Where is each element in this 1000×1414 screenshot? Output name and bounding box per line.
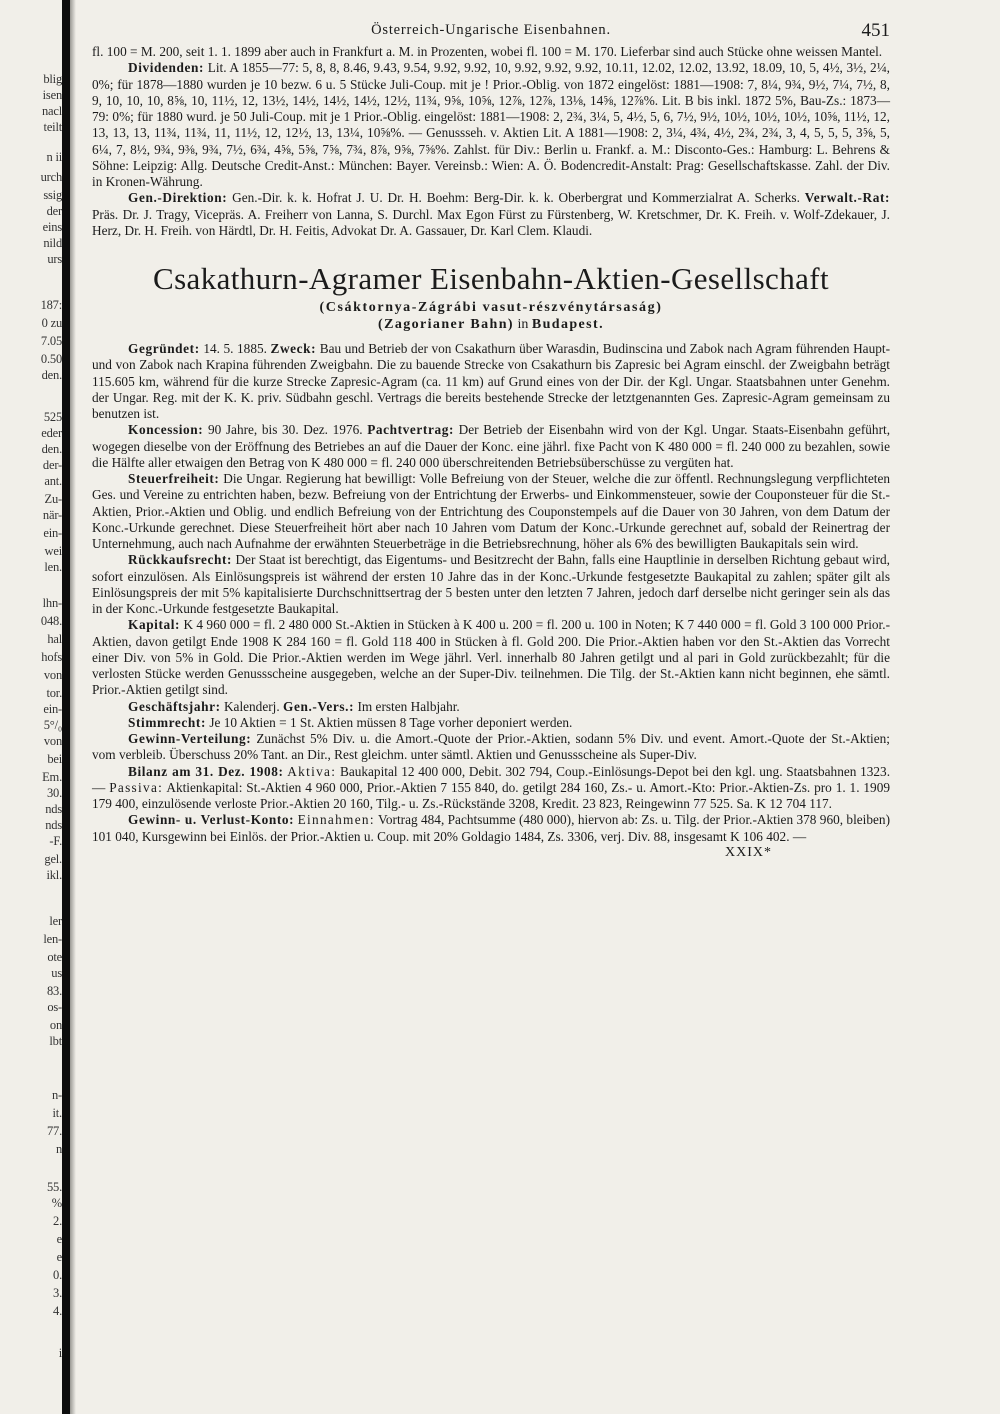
entry-alt-name: (Zagorianer Bahn) [378, 317, 514, 332]
prev-column-fragment: e [56, 1232, 62, 1246]
prev-column-fragment: Em. [42, 770, 62, 784]
prev-column-fragment: i [58, 1346, 62, 1360]
zweck-text: Bau und Betrieb der von Csakathurn über Warasdin, Budinscina und Zabok nach Agram führenden Haupt- und von Zabok nach Krapina führenden Zweigbahn. Die zu bauende Strecke von Csakathurn bis Zapresic bei Agram einschl. der Zweigbahn beträgt 115.605 km, während für die kurze Strecke Zapresic-Agram (ca. 11 km) auf Grund eines von der Dir. der Kgl. Ungar. Staatsbahnen unter Genehm. der Ungar. Reg. mit der K. K. priv. Südbahn geschl. Vertrags die bereits bestehende Strecke der letztgenannten Ges. Zapresic-Agram gemeinsam zu benutzen ist. [92, 341, 890, 421]
prev-column-fragment: urs [47, 252, 62, 266]
prev-column-fragment: ein- [43, 526, 62, 540]
bilanz-text-1: Baukapital 12 400 000, Debit. 302 794, Coup.-Einlösungs-Depot bei den kgl. ung. Staatsbahnen 1323. — [92, 763, 891, 795]
prev-column-fragment: n ii [46, 150, 62, 164]
prev-column-fragment: % [51, 1196, 62, 1210]
gegruendet-label: Gegründet: [128, 341, 200, 356]
book-gutter [62, 0, 70, 1414]
prev-column-fragment: nds [45, 818, 62, 832]
dividenden-text: Lit. A 1855—77: 5, 8, 8, 8.46, 9.43, 9.54, 9.92, 9.92, 10, 9.92, 9.92, 9.92, 10.11, 12.02, 12.02, 13.92, 18.09, 10, 5, 4½, 3½, 2¼, 0%; für 1878—1880 wurden je 10 bezw. 6 u. 5 Stücke Juli-Coup. mit je ! Prior.-Oblig. von 1872 eingelöst: 1881—1908: 7, 8¼, 9¾, 9½, 7¼, 7½, 8, 9, 10, 10, 10, 8⅝, 10, 11½, 12, 13½, 14½, 14½, 14½, 12½, 11¾, 9⅝, 10⅝, 12⅞, 12⅞, 13⅛, 14⅝, 12⅞%. Lit. B bis inkl. 1872 5%, Bau-Zs.: 1873—79: 0%; für 1880 wurd. je 50 Juli-Coup. mit je 1 Prior.-Oblig. eingelöst: 1881—1908: 2, 2¾, 3¼, 5, 4½, 5, 6, 7½, 9½, 10½, 10½, 10½, 10⅝, 11½, 12, 13, 13, 13, 11¾, 11¾, 11, 11½, 12, 12½, 13, 13¼, 10⅝%. — Genussseh. v. Aktien Lit. A 1881—1908: 2, 3¼, 4¾, 4½, 2¾, 2¾, 3, 4, 5, 5, 5, 3⅝, 5, 6¼, 7, 8½, 9¾, 9⅜, 9¾, 7½, 6¾, 4⅝, 5⅝, 7⅝, 7¾, 8⅞, 9⅝, 7⅝%. Zahlst. für Div.: Berlin u. Frankf. a. M.: Disconto-Ges.: Hamburg: L. Behrens & Söhne: Leipzig: Allg. Deutsche Credit-Anst.: München: Bayer. Vereinsb.: Wien: A. Ö. Bodencredit-Anstalt: Prag: Gesellschaftskasse. Zahl. der Div. in Kronen-Währung. [92, 60, 891, 189]
page-number: 451 [861, 20, 890, 41]
entry-city: Budapest. [531, 317, 604, 332]
aktiva-word: Aktiva: [287, 763, 337, 779]
prev-column-fragment: 187: [40, 298, 62, 312]
prev-column-fragment: 3. [53, 1286, 62, 1300]
prev-column-fragment: tor. [46, 686, 62, 700]
prev-column-fragment: nild [43, 236, 62, 250]
prev-column-fragment: n [55, 1142, 62, 1156]
prev-column-fragment: bei [47, 752, 62, 766]
verwalt-label: Verwalt.-Rat: [804, 190, 891, 206]
prev-column-fragment: von [43, 668, 62, 682]
rueckkauf-section [92, 552, 890, 617]
prev-column-fragment: ssig [43, 188, 62, 202]
entry-location [92, 316, 890, 333]
prev-column-fragment: nacl [41, 104, 62, 118]
prev-column-fragment: 55. [46, 1180, 62, 1194]
prev-column-fragment: lhn- [42, 596, 62, 610]
direktion-text: Gen.-Dir. k. k. Hofrat J. U. Dr. H. Boehm: Berg-Dir. k. k. Oberbergrat und Kommerzialrat A. Scherks. [232, 190, 800, 206]
prev-column-fragment: hal [47, 632, 62, 646]
prev-column-fragment: 30. [46, 786, 62, 800]
kapital-text: K 4 960 000 = fl. 2 480 000 St.-Aktien in Stücken à K 400 u. 200 = fl. 200 u. 100 in Noten; K 7 440 000 = fl. Gold 3 100 000 Prior.-Aktien, davon getilgt Ende 1908 K 284 160 = fl. Gold 118 400 in Stücken à fl. Gold 200. Die Prior.-Aktien haben vor den St.-Aktien das Vorrecht einer Div. von 5% in Gold. Die Prior.-Aktien werden im Wege jährl. Verl. innerhalb 80 Jahren getilgt und al pari in Gold zurückbezahlt; für die verlosten Stücke werden Genussscheine ausgegeben, welche an der Super-Div. teilnehmen. Die Tilg. der St.-Aktien kann nicht beginnen, ehe sämtl. Prior.-Aktien getilgt sind. [92, 617, 890, 698]
prev-column-fragment: 7.05 [40, 334, 62, 348]
genvers-label: Gen.-Vers.: [283, 698, 355, 714]
steuer-text: Die Ungar. Regierung hat bewilligt: Volle Befreiung von der Steuer, welche die zur öffentl. Rechnungslegung verpflichteten Ges. und Vereine zu entrichten haben, bezw. Befreiung von der Entrichtung der Erwerbs- und Einkommensteuer, sowie der Couponsteuer für die St.-Aktien, Prior.-Aktien und Oblig. und endlich Befreiung von der Entrichtung des Couponstempels auf die Dauer von 30 Jahren, von dem Datum der Konc.-Urkunde gerechnet. Diese Steuerfreiheit hört aber nach 10 Jahren vom Datum der Konc.-Urkunde gerechnet auf, sobald der Reinertrag der Unternehmung, auch nach Aufnahme der erwähnten Steuerbeträge in die Betriebsrechnung, höher als 6% des bewilligten Baukapitals sein wird. [92, 471, 890, 551]
entry-body [92, 341, 890, 845]
prev-column-fragment: 525 [43, 410, 62, 424]
prev-column-fragment: nds [45, 802, 62, 816]
geschaeftsjahr-text: Kalenderj. [223, 698, 280, 714]
running-head [92, 22, 890, 44]
prev-column-fragment: e [56, 1250, 62, 1264]
entry-in: in [517, 317, 529, 332]
prev-column-fragment: os- [47, 1000, 62, 1014]
prev-column-fragment: -F. [49, 834, 62, 848]
prev-column-fragment: eins [42, 220, 62, 234]
bilanz-label: Bilanz am 31. Dez. 1908: [128, 763, 284, 779]
prev-column-fragment: 0.50 [40, 352, 62, 366]
guv-section [92, 812, 890, 845]
prev-column-fragment: der- [42, 458, 62, 472]
prev-column-fragment: n- [51, 1088, 62, 1102]
prev-column-fragment: gel. [44, 852, 62, 866]
prev-column-fragment: ler [49, 914, 62, 928]
prev-column-fragment: när- [42, 508, 62, 522]
dividenden-section [92, 60, 890, 190]
genvers-text: Im ersten Halbjahr. [357, 698, 460, 714]
prev-column-fragment: wei [44, 544, 62, 558]
prev-column-fragment: ein- [43, 702, 62, 716]
gewinnvert-text: Zunächst 5% Div. u. die Amort.-Quote der Prior.-Aktien, sodann 5% Div. und event. Amort.-Quote der St.-Aktien; vom verbleib. Überschuss 20% Tant. an Dir., Rest gleichm. unter sämtl. Aktien und Genussscheine als Super-Div. [92, 731, 890, 763]
prev-column-fragment: 5°/₀ [43, 718, 62, 732]
direktion-section [92, 190, 890, 239]
prev-column-fragment: der [46, 204, 62, 218]
prev-column-fragment: us [51, 966, 62, 980]
steuer-section [92, 471, 890, 552]
previous-entry [92, 44, 890, 239]
verwalt-text: Präs. Dr. J. Tragy, Vicepräs. A. Freiherr von Lanna, S. Durchl. Max Egon Fürst zu Fürstenberg, W. Kretschmer, Dr. K. Freih. v. Wolf-Zdekauer, J. Herz, Dr. H. Freih. von Härdtl, Dr. H. Feitis, Advokat Dr. A. Gassauer, Dr. Karl Clem. Klaudi. [92, 206, 890, 238]
dividenden-label: Dividenden: [128, 60, 205, 76]
gewinnvert-label: Gewinn-Verteilung: [128, 731, 252, 746]
stimmrecht-label: Stimmrecht: [128, 714, 206, 730]
rueckkauf-label: Rückkaufsrecht: [128, 552, 233, 568]
running-title: Österreich-Ungarische Eisenbahnen. [371, 22, 611, 38]
einnahmen-word: Einnahmen: [297, 812, 375, 828]
sheet-signature: XXIX* [725, 844, 772, 860]
steuer-label: Steuerfreiheit: [128, 471, 220, 486]
rueckkauf-text: Der Staat ist berechtigt, das Eigentums- und Besitzrecht der Bahn, falls eine Hauptlinie in derselben Richtung gebaut wird, sofort einzulösen. Als Einlösungspreis ist während der ersten 10 Jahre das in der Konc.-Urkunde festgesetzte Baukapital zu zahlen; später gilt als Einlösungspreis der mit 5% kapitalisierte Durchschnittsertrag der 5 besten unter den letzten 7 Jahren, jedoch darf derselbe nicht geringer sein als das in der Konc.-Urkunde festgesetzte Baukapital. [92, 552, 890, 616]
bilanz-section [92, 764, 890, 813]
konzession-text: 90 Jahre, bis 30. Dez. 1976. [207, 422, 363, 438]
prev-column-fragment: den. [41, 442, 62, 456]
prev-column-fragment: 77. [46, 1124, 62, 1138]
prev-column-fragment: 4. [53, 1304, 62, 1318]
konzession-section [92, 422, 890, 471]
kapital-label: Kapital: [128, 617, 181, 633]
gegruendet-section [92, 341, 890, 422]
konzession-label: Koncession: [128, 422, 204, 438]
prev-column-fragment: 2. [53, 1214, 62, 1228]
prev-column-fragment: eder [41, 426, 62, 440]
prev-column-fragment: ote [47, 950, 62, 964]
prev-column-fragment: len. [44, 560, 62, 574]
prev-paragraph: fl. 100 = M. 200, seit 1. 1. 1899 aber auch in Frankfurt a. M. in Prozenten, wobei fl. 100 = M. 170. Lieferbar sind auch Stücke ohne weissen Mantel. [92, 44, 883, 59]
geschaeftsjahr-label: Geschäftsjahr: [128, 698, 221, 714]
prev-column-fragment: 0. [53, 1268, 62, 1282]
prev-column-fragment: ant. [44, 474, 62, 488]
gutter-shadow [70, 0, 76, 1414]
prev-column-fragment: on [49, 1018, 62, 1032]
prev-column-fragment: it. [52, 1106, 62, 1120]
zweck-label: Zweck: [270, 341, 317, 356]
guv-label: Gewinn- u. Verlust-Konto: [128, 812, 295, 828]
prev-column-fragment: lbt [49, 1034, 62, 1048]
prev-column-fragment: ikl. [46, 868, 62, 882]
bilanz-text-2: Aktienkapital: St.-Aktien 4 960 000, Prior.-Aktien 7 155 840, do. getilgt 284 160, Zs.- u. Amort.-Kto: Prior.-Aktien-Zs. pro 1. 1. 1909 179 400, einzulösende verloste Prior.-Aktien 20 160, Tilg.- u. Zs.-Rückstände 3208, Kredit. 23 823, Reingewinn 77 525. Sa. K 12 704 117. [92, 779, 890, 811]
entry-heading [92, 261, 890, 333]
entry-title: Csakathurn-Agramer Eisenbahn-Aktien-Gesellschaft [153, 261, 829, 296]
prev-column-fragment: 048. [40, 614, 62, 628]
pacht-label: Pachtvertrag: [367, 422, 454, 438]
pacht-text: Der Betrieb der Eisenbahn wird von der Kgl. Ungar. Staats-Eisenbahn geführt, wogegen dieselbe von der Eröffnung des Betriebes an auf die Dauer der Konc. eine jährl. fixe Pacht von K 480 000 = fl. 240 000 zu bezahlen, sowie die Hälfte aller etwaigen den Betrag von K 480 000 = fl. 240 000 überschreitenden Betriebsüberschüsse zu vergüten hat. [92, 422, 891, 470]
prev-column-fragment: von [43, 734, 62, 748]
prev-column-fragment: 0 zu [41, 316, 62, 330]
prev-column-fragment: teilt [43, 120, 62, 134]
previous-page-column [0, 0, 62, 1414]
page-content [92, 22, 890, 861]
direktion-label: Gen.-Direktion: [128, 190, 228, 206]
passiva-word: Passiva: [109, 779, 164, 795]
gewinnvert-section [92, 731, 890, 764]
prev-column-fragment: urch [40, 170, 62, 184]
prev-column-fragment: den. [41, 368, 62, 382]
prev-column-fragment: hofs [41, 650, 62, 664]
stimmrecht-section [92, 715, 890, 731]
prev-column-fragment: blig [43, 72, 62, 86]
guv-text: Vortrag 484, Pachtsumme (480 000), hiervon ab: Zs. u. Tilg. der Prior.-Aktien 378 960, bleiben) 101 040, Kursgewinn bei Einlös. der Prior.-Aktien u. Coup. mit 20% Goldagio 1484, Zs. 3306, verj. Div. 88, insgesamt K 106 402. — [92, 812, 891, 844]
entry-subtitle: (Csáktornya-Zágrábi vasut-részvénytársaság) [319, 300, 663, 315]
prev-column-fragment: isen [42, 88, 62, 102]
kapital-section [92, 617, 890, 698]
stimmrecht-text: Je 10 Aktien = 1 St. Aktien müssen 8 Tage vorher deponiert werden. [209, 714, 573, 730]
prev-column-fragment: len- [43, 932, 62, 946]
gegruendet-text: 14. 5. 1885. [203, 341, 267, 356]
prev-column-fragment: 83. [46, 984, 62, 998]
prev-column-fragment: Zu- [44, 492, 62, 506]
geschaeftsjahr-section [92, 699, 890, 715]
